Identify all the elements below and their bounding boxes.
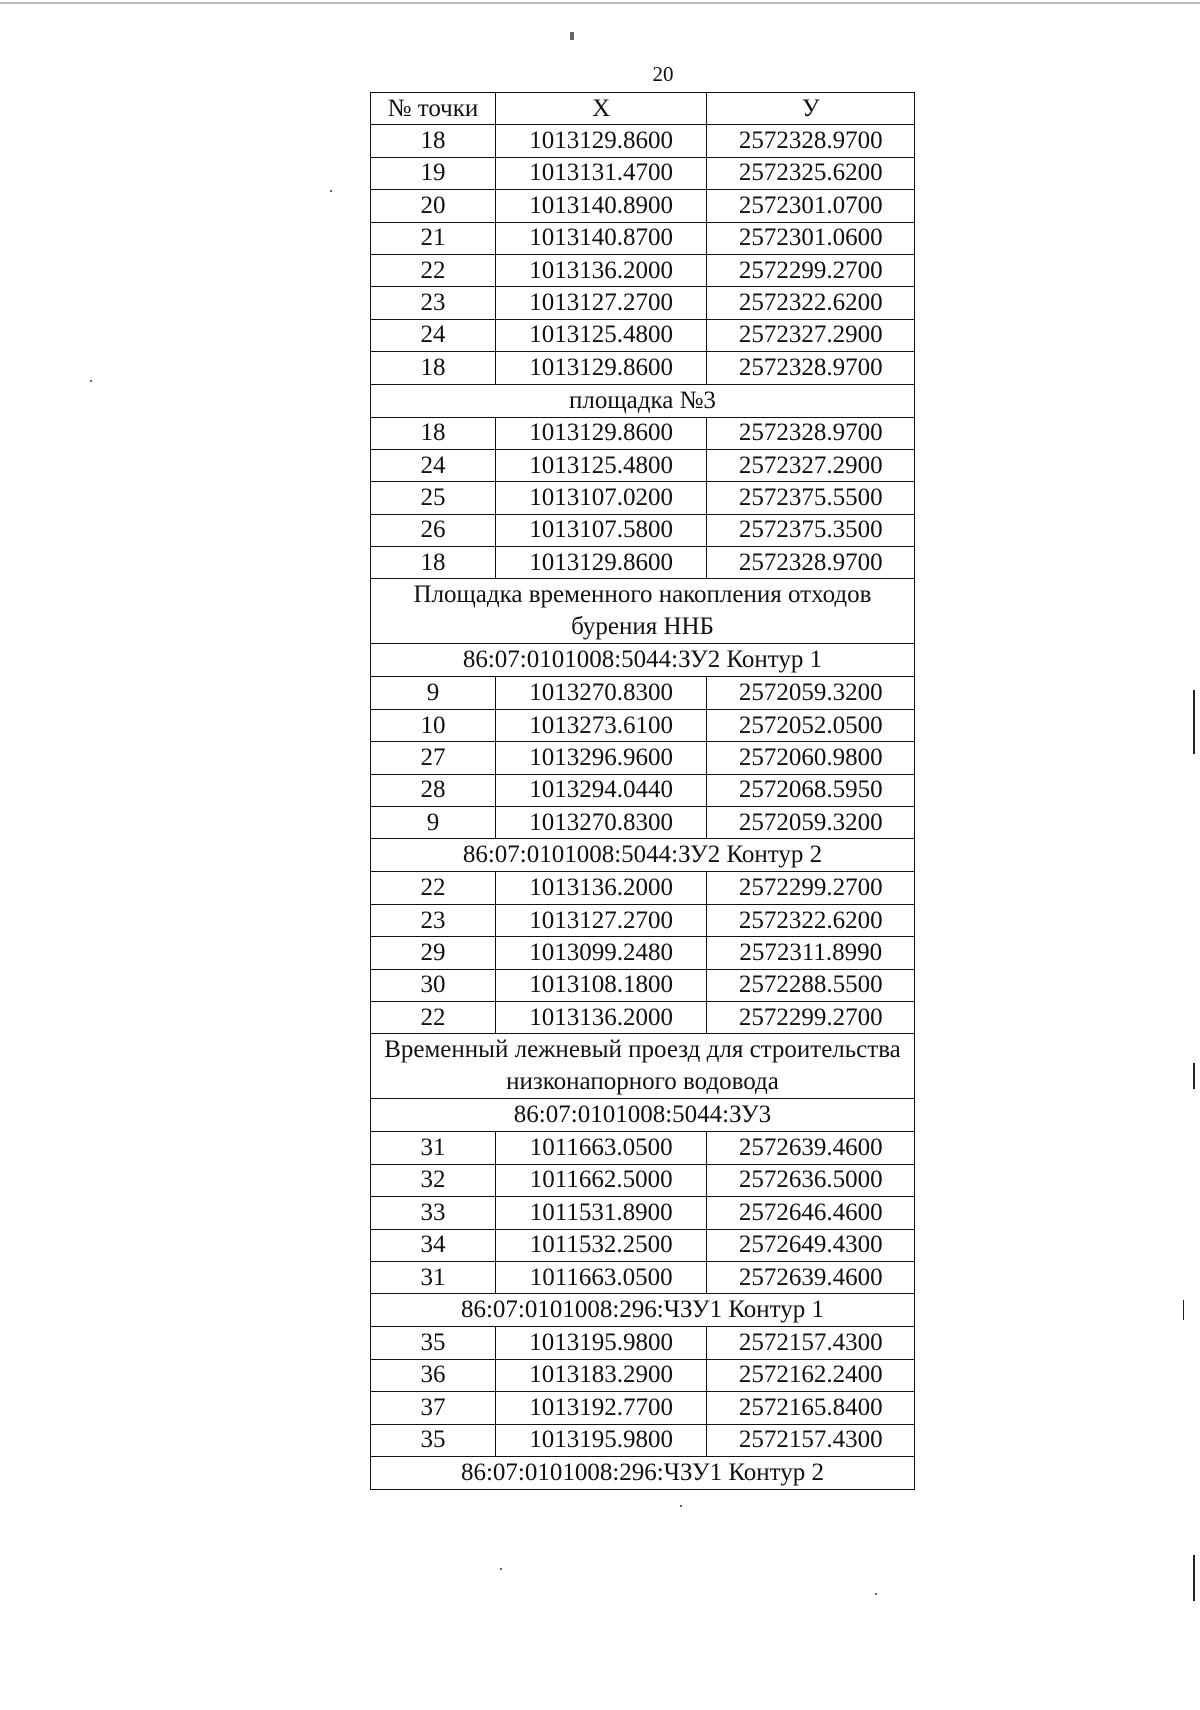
x-coordinate-cell: 1013129.8600 bbox=[495, 125, 707, 157]
section-title: Временный лежневый проезд для строительства низконапорного водовода bbox=[371, 1034, 915, 1099]
y-coordinate-cell: 2572301.0600 bbox=[707, 222, 915, 254]
y-coordinate-cell: 2572157.4300 bbox=[707, 1327, 915, 1359]
point-number-cell: 32 bbox=[371, 1164, 496, 1196]
y-coordinate-cell: 2572639.4600 bbox=[707, 1132, 915, 1164]
y-coordinate-cell: 2572328.9700 bbox=[707, 125, 915, 157]
section-title: Площадка временного накопления отходов бурения ННБ bbox=[371, 579, 915, 644]
x-coordinate-cell: 1013127.2700 bbox=[495, 904, 707, 936]
scan-edge-mark bbox=[1193, 690, 1195, 754]
point-number-cell: 35 bbox=[371, 1327, 496, 1359]
x-coordinate-cell: 1013183.2900 bbox=[495, 1359, 707, 1391]
table-row bbox=[371, 1001, 915, 1033]
point-number-cell: 28 bbox=[371, 774, 496, 806]
x-coordinate-cell: 1013125.4800 bbox=[495, 449, 707, 481]
section-title: 86:07:0101008:296:ЧЗУ1 Контур 1 bbox=[371, 1294, 915, 1327]
y-coordinate-cell: 2572059.3200 bbox=[707, 807, 915, 839]
table-section-row bbox=[371, 1294, 915, 1327]
y-coordinate-cell: 2572299.2700 bbox=[707, 254, 915, 286]
table-row bbox=[371, 1197, 915, 1229]
table-section-row bbox=[371, 384, 915, 417]
table-row bbox=[371, 872, 915, 904]
table-row bbox=[371, 1229, 915, 1261]
y-coordinate-cell: 2572301.0700 bbox=[707, 190, 915, 222]
point-number-cell: 34 bbox=[371, 1229, 496, 1261]
table-row bbox=[371, 222, 915, 254]
table-section-row bbox=[371, 839, 915, 872]
x-coordinate-cell: 1013127.2700 bbox=[495, 287, 707, 319]
table-row bbox=[371, 774, 915, 806]
table-row bbox=[371, 1261, 915, 1293]
y-coordinate-cell: 2572157.4300 bbox=[707, 1424, 915, 1456]
y-coordinate-cell: 2572322.6200 bbox=[707, 904, 915, 936]
scan-speck bbox=[90, 380, 92, 382]
table-section-row bbox=[371, 644, 915, 677]
x-coordinate-cell: 1013129.8600 bbox=[495, 547, 707, 579]
x-coordinate-cell: 1013108.1800 bbox=[495, 969, 707, 1001]
table-row bbox=[371, 254, 915, 286]
point-number-cell: 30 bbox=[371, 969, 496, 1001]
x-coordinate-cell: 1013270.8300 bbox=[495, 807, 707, 839]
x-coordinate-cell: 1013192.7700 bbox=[495, 1392, 707, 1424]
x-coordinate-cell: 1013140.8900 bbox=[495, 190, 707, 222]
x-coordinate-cell: 1013273.6100 bbox=[495, 709, 707, 741]
y-coordinate-cell: 2572288.5500 bbox=[707, 969, 915, 1001]
point-number-cell: 23 bbox=[371, 904, 496, 936]
table-row bbox=[371, 482, 915, 514]
point-number-cell: 22 bbox=[371, 872, 496, 904]
scan-top-edge bbox=[0, 2, 1200, 4]
y-coordinate-cell: 2572052.0500 bbox=[707, 709, 915, 741]
table-section-row bbox=[371, 1099, 915, 1132]
page-number: 20 bbox=[652, 62, 674, 86]
scan-edge-mark bbox=[1193, 1063, 1195, 1089]
table-row bbox=[371, 125, 915, 157]
point-number-cell: 27 bbox=[371, 742, 496, 774]
y-coordinate-cell: 2572322.6200 bbox=[707, 287, 915, 319]
point-number-cell: 9 bbox=[371, 677, 496, 709]
point-number-cell: 10 bbox=[371, 709, 496, 741]
table-row bbox=[371, 1424, 915, 1456]
x-coordinate-cell: 1013136.2000 bbox=[495, 1001, 707, 1033]
point-number-cell: 18 bbox=[371, 417, 496, 449]
point-number-cell: 37 bbox=[371, 1392, 496, 1424]
x-coordinate-cell: 1013140.8700 bbox=[495, 222, 707, 254]
section-title: площадка №3 bbox=[371, 384, 915, 417]
x-coordinate-cell: 1013107.5800 bbox=[495, 514, 707, 546]
point-number-cell: 24 bbox=[371, 449, 496, 481]
point-number-cell: 26 bbox=[371, 514, 496, 546]
section-title: 86:07:0101008:5044:ЗУ3 bbox=[371, 1099, 915, 1132]
y-coordinate-cell: 2572299.2700 bbox=[707, 872, 915, 904]
point-number-cell: 33 bbox=[371, 1197, 496, 1229]
y-coordinate-cell: 2572649.4300 bbox=[707, 1229, 915, 1261]
y-coordinate-cell: 2572375.3500 bbox=[707, 514, 915, 546]
y-coordinate-cell: 2572165.8400 bbox=[707, 1392, 915, 1424]
section-title: 86:07:0101008:5044:ЗУ2 Контур 1 bbox=[371, 644, 915, 677]
section-title: 86:07:0101008:5044:ЗУ2 Контур 2 bbox=[371, 839, 915, 872]
y-coordinate-cell: 2572646.4600 bbox=[707, 1197, 915, 1229]
table-row bbox=[371, 319, 915, 351]
point-number-cell: 18 bbox=[371, 352, 496, 384]
x-coordinate-cell: 1013129.8600 bbox=[495, 352, 707, 384]
scan-speck bbox=[875, 1593, 877, 1595]
point-number-cell: 31 bbox=[371, 1261, 496, 1293]
y-coordinate-cell: 2572639.4600 bbox=[707, 1261, 915, 1293]
section-title: 86:07:0101008:296:ЧЗУ1 Контур 2 bbox=[371, 1456, 915, 1489]
table-row bbox=[371, 904, 915, 936]
y-coordinate-cell: 2572299.2700 bbox=[707, 1001, 915, 1033]
scan-speck bbox=[570, 32, 574, 40]
point-number-cell: 20 bbox=[371, 190, 496, 222]
y-coordinate-cell: 2572328.9700 bbox=[707, 547, 915, 579]
x-coordinate-cell: 1013294.0440 bbox=[495, 774, 707, 806]
x-coordinate-cell: 1013136.2000 bbox=[495, 254, 707, 286]
point-number-cell: 18 bbox=[371, 547, 496, 579]
table-body bbox=[371, 125, 915, 1490]
x-coordinate-cell: 1011532.2500 bbox=[495, 1229, 707, 1261]
coordinates-table bbox=[370, 92, 915, 1490]
point-number-cell: 22 bbox=[371, 254, 496, 286]
point-number-cell: 9 bbox=[371, 807, 496, 839]
y-coordinate-cell: 2572328.9700 bbox=[707, 352, 915, 384]
y-coordinate-cell: 2572328.9700 bbox=[707, 417, 915, 449]
scan-edge-mark bbox=[1183, 1300, 1184, 1320]
y-coordinate-cell: 2572059.3200 bbox=[707, 677, 915, 709]
x-coordinate-cell: 1013195.9800 bbox=[495, 1424, 707, 1456]
y-coordinate-cell: 2572068.5950 bbox=[707, 774, 915, 806]
table-row bbox=[371, 1392, 915, 1424]
y-coordinate-cell: 2572162.2400 bbox=[707, 1359, 915, 1391]
point-number-cell: 22 bbox=[371, 1001, 496, 1033]
table-row bbox=[371, 190, 915, 222]
x-coordinate-cell: 1013296.9600 bbox=[495, 742, 707, 774]
header-point-number: № точки bbox=[371, 93, 496, 125]
scan-edge-mark bbox=[1193, 1555, 1195, 1601]
x-coordinate-cell: 1013107.0200 bbox=[495, 482, 707, 514]
point-number-cell: 18 bbox=[371, 125, 496, 157]
y-coordinate-cell: 2572375.5500 bbox=[707, 482, 915, 514]
table-row bbox=[371, 449, 915, 481]
x-coordinate-cell: 1013136.2000 bbox=[495, 872, 707, 904]
table-row bbox=[371, 157, 915, 189]
header-y: У bbox=[707, 93, 915, 125]
table-row bbox=[371, 742, 915, 774]
x-coordinate-cell: 1011663.0500 bbox=[495, 1261, 707, 1293]
x-coordinate-cell: 1013125.4800 bbox=[495, 319, 707, 351]
point-number-cell: 19 bbox=[371, 157, 496, 189]
point-number-cell: 35 bbox=[371, 1424, 496, 1456]
table-row bbox=[371, 1132, 915, 1164]
y-coordinate-cell: 2572327.2900 bbox=[707, 449, 915, 481]
table-section-row bbox=[371, 1456, 915, 1489]
point-number-cell: 29 bbox=[371, 937, 496, 969]
table-row bbox=[371, 287, 915, 319]
point-number-cell: 23 bbox=[371, 287, 496, 319]
table-header-row bbox=[371, 93, 915, 125]
table-row bbox=[371, 1327, 915, 1359]
y-coordinate-cell: 2572060.9800 bbox=[707, 742, 915, 774]
table-row bbox=[371, 1164, 915, 1196]
table-row bbox=[371, 417, 915, 449]
point-number-cell: 21 bbox=[371, 222, 496, 254]
x-coordinate-cell: 1011531.8900 bbox=[495, 1197, 707, 1229]
table-row bbox=[371, 709, 915, 741]
y-coordinate-cell: 2572325.6200 bbox=[707, 157, 915, 189]
table-row bbox=[371, 1359, 915, 1391]
x-coordinate-cell: 1013129.8600 bbox=[495, 417, 707, 449]
x-coordinate-cell: 1013195.9800 bbox=[495, 1327, 707, 1359]
table-row bbox=[371, 807, 915, 839]
table-section-row bbox=[371, 1034, 915, 1099]
scan-speck bbox=[330, 190, 332, 192]
x-coordinate-cell: 1011662.5000 bbox=[495, 1164, 707, 1196]
x-coordinate-cell: 1011663.0500 bbox=[495, 1132, 707, 1164]
x-coordinate-cell: 1013131.4700 bbox=[495, 157, 707, 189]
header-x: X bbox=[495, 93, 707, 125]
point-number-cell: 25 bbox=[371, 482, 496, 514]
table-row bbox=[371, 547, 915, 579]
y-coordinate-cell: 2572327.2900 bbox=[707, 319, 915, 351]
table-section-row bbox=[371, 579, 915, 644]
point-number-cell: 24 bbox=[371, 319, 496, 351]
y-coordinate-cell: 2572636.5000 bbox=[707, 1164, 915, 1196]
x-coordinate-cell: 1013099.2480 bbox=[495, 937, 707, 969]
scan-speck bbox=[500, 1568, 502, 1570]
table-row bbox=[371, 514, 915, 546]
point-number-cell: 36 bbox=[371, 1359, 496, 1391]
scan-speck bbox=[680, 1505, 682, 1507]
table-row bbox=[371, 969, 915, 1001]
y-coordinate-cell: 2572311.8990 bbox=[707, 937, 915, 969]
table-row bbox=[371, 352, 915, 384]
point-number-cell: 31 bbox=[371, 1132, 496, 1164]
table-row bbox=[371, 937, 915, 969]
table-row bbox=[371, 677, 915, 709]
x-coordinate-cell: 1013270.8300 bbox=[495, 677, 707, 709]
